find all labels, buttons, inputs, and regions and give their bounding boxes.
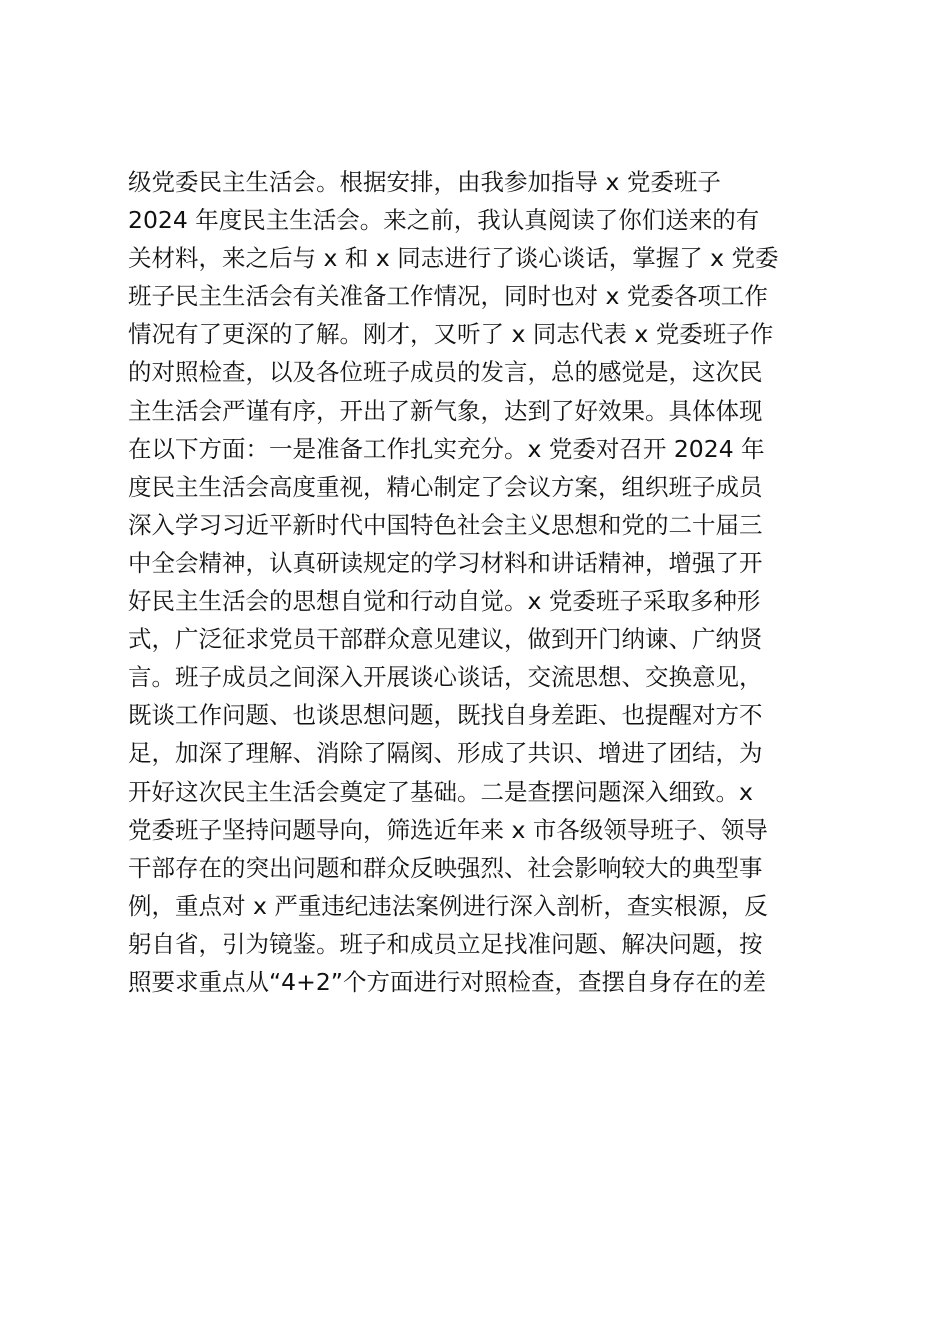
text-line: 党委班子坚持问题导向，筛选近年来 x 市各级领导班子、领导 xyxy=(128,815,768,844)
text-line: 足，加深了理解、消除了隔阂、形成了共识、增进了团结，为 xyxy=(128,739,763,768)
text-line: 班子民主生活会有关准备工作情况，同时也对 x 党委各项工作 xyxy=(128,282,768,311)
text-line: 言。班子成员之间深入开展谈心谈话，交流思想、交换意见， xyxy=(128,663,763,692)
text-line: 度民主生活会高度重视，精心制定了会议方案，组织班子成员 xyxy=(128,472,763,501)
body-text xyxy=(128,163,828,1001)
text-line: 既谈工作问题、也谈思想问题，既找自身差距、也提醒对方不 xyxy=(128,701,763,730)
text-line: 的对照检查，以及各位班子成员的发言，总的感觉是，这次民 xyxy=(128,358,763,387)
text-line: 好民主生活会的思想自觉和行动自觉。x 党委班子采取多种形 xyxy=(128,587,761,616)
text-line: 关材料，来之后与 x 和 x 同志进行了谈心谈话，掌握了 x 党委 xyxy=(128,244,779,273)
text-line: 开好这次民主生活会奠定了基础。二是查摆问题深入细致。x xyxy=(128,777,753,806)
text-line: 式，广泛征求党员干部群众意见建议，做到开门纳谏、广纳贤 xyxy=(128,625,763,654)
text-line: 级党委民主生活会。根据安排，由我参加指导 x 党委班子 xyxy=(128,168,721,196)
text-line: 2024 年度民主生活会。来之前，我认真阅读了你们送来的有 xyxy=(128,206,760,235)
text-line: 干部存在的突出问题和群众反映强烈、社会影响较大的典型事 xyxy=(128,853,763,882)
text-line: 照要求重点从“4+2”个方面进行对照检查，查摆自身存在的差 xyxy=(128,967,766,996)
text-line: 深入学习习近平新时代中国特色社会主义思想和党的二十届三 xyxy=(128,510,763,539)
text-line: 主生活会严谨有序，开出了新气象，达到了好效果。具体体现 xyxy=(128,396,763,425)
text-line: 中全会精神，认真研读规定的学习材料和讲话精神，增强了开 xyxy=(128,548,763,577)
text-line: 情况有了更深的了解。刚才，又听了 x 同志代表 x 党委班子作 xyxy=(128,320,774,349)
text-line: 在以下方面：一是准备工作扎实充分。x 党委对召开 2024 年 xyxy=(128,434,765,463)
text-line: 躬自省，引为镜鉴。班子和成员立足找准问题、解决问题，按 xyxy=(128,929,763,958)
text-line: 例，重点对 x 严重违纪违法案例进行深入剖析，查实根源，反 xyxy=(128,891,768,920)
